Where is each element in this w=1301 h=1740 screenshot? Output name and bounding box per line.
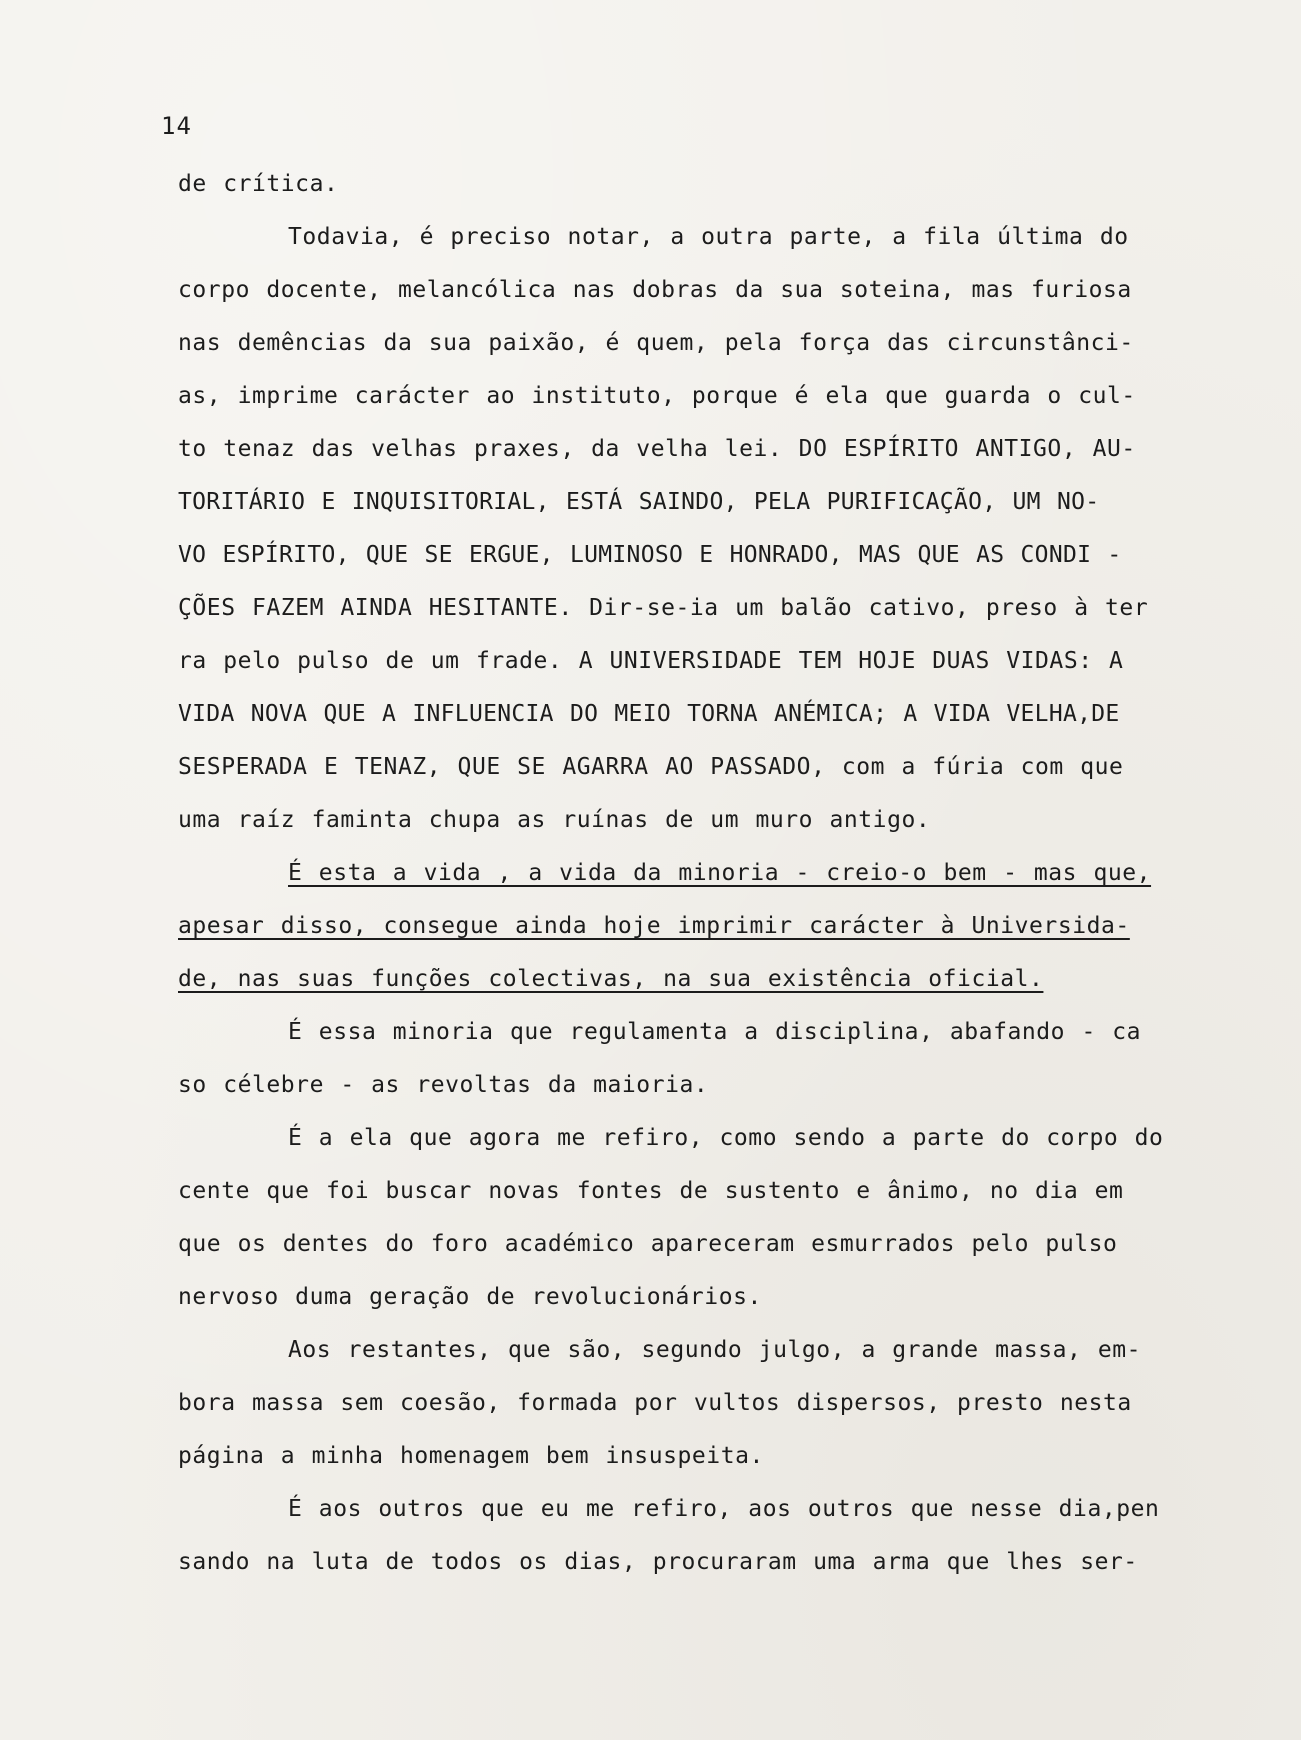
underlined-line: É esta a vida , a vida da minoria - creio-o bem - mas que, xyxy=(288,860,1152,886)
body-text xyxy=(178,158,1208,1589)
text-line: nas demências da sua paixão, é quem, pela força das circunstânci- xyxy=(178,330,1134,356)
text-line: corpo docente, melancólica nas dobras da sua soteina, mas furiosa xyxy=(178,277,1132,303)
text-line: TORITÁRIO E INQUISITORIAL, ESTÁ SAINDO, PELA PURIFICAÇÃO, UM NO- xyxy=(178,489,1100,515)
underlined-line: de, nas suas funções colectivas, na sua existência oficial. xyxy=(178,966,1044,992)
text-line: to tenaz das velhas praxes, da velha lei. DO ESPÍRITO ANTIGO, AU- xyxy=(178,436,1136,462)
text-line: uma raíz faminta chupa as ruínas de um muro antigo. xyxy=(178,807,931,833)
text-line: página a minha homenagem bem insuspeita. xyxy=(178,1443,764,1469)
text-line: sando na luta de todos os dias, procuraram uma arma que lhes ser- xyxy=(178,1549,1138,1575)
text-line: que os dentes do foro académico apareceram esmurrados pelo pulso xyxy=(178,1231,1118,1257)
text-line: ra pelo pulso de um frade. A UNIVERSIDADE TEM HOJE DUAS VIDAS: A xyxy=(178,648,1124,674)
text-line: so célebre - as revoltas da maioria. xyxy=(178,1072,709,1098)
text-line: SESPERADA E TENAZ, QUE SE AGARRA AO PASSADO, com a fúria com que xyxy=(178,754,1124,780)
text-line: nervoso duma geração de revolucionários. xyxy=(178,1284,762,1310)
text-line: ÇÕES FAZEM AINDA HESITANTE. Dir-se-ia um balão cativo, preso à ter xyxy=(178,595,1149,621)
underlined-line: apesar disso, consegue ainda hoje imprimir carácter à Universida- xyxy=(178,913,1130,939)
text-line: cente que foi buscar novas fontes de sustento e ânimo, no dia em xyxy=(178,1178,1124,1204)
text-line: as, imprime carácter ao instituto, porque é ela que guarda o cul- xyxy=(178,383,1136,409)
text-line: VIDA NOVA QUE A INFLUENCIA DO MEIO TORNA ANÉMICA; A VIDA VELHA,DE xyxy=(178,701,1120,727)
text-line: É essa minoria que regulamenta a disciplina, abafando - ca xyxy=(288,1019,1142,1045)
text-line: de crítica. xyxy=(178,171,339,197)
text-line: Aos restantes, que são, segundo julgo, a grande massa, em- xyxy=(288,1337,1142,1363)
text-line: VO ESPÍRITO, QUE SE ERGUE, LUMINOSO E HONRADO, MAS QUE AS CONDI - xyxy=(178,542,1122,568)
text-line: bora massa sem coesão, formada por vultos dispersos, presto nesta xyxy=(178,1390,1132,1416)
text-line: Todavia, é preciso notar, a outra parte, a fila última do xyxy=(288,224,1129,250)
text-line: É a ela que agora me refiro, como sendo a parte do corpo do xyxy=(288,1125,1164,1151)
text-line: É aos outros que eu me refiro, aos outros que nesse dia,pen xyxy=(288,1496,1160,1522)
page-number: 14 xyxy=(161,112,192,140)
